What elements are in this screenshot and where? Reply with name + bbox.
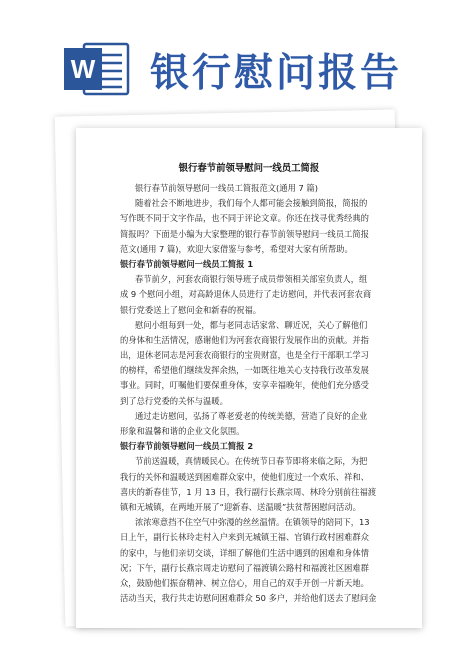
paragraph-line: 写作既不同于文字作品，也不同于评论文章。你还在找寻优秀经典的	[120, 213, 369, 224]
paragraph-line: 我行的关怀和温暖送到困难群众家中，使他们度过一个欢乐、祥和、	[120, 471, 369, 482]
paragraph-line: 事业。同时，叮嘱他们要保重身体，安享幸福晚年，使他们充分感受	[120, 380, 369, 391]
paragraph-line: 到了总行党委的关怀与温暖。	[120, 395, 228, 406]
paragraph-line: 慰问小组每到一处，都与老同志话家常、聊近况，关心了解他们	[135, 319, 368, 330]
banner-title: 银行慰问报告	[150, 51, 403, 96]
section-heading: 银行春节前领导慰问一线员工简报 1	[120, 258, 254, 269]
paragraph-line: 银行春节前领导慰问一线员工简报范文(通用 7 篇)	[135, 183, 318, 193]
paragraph-line: 喜庆的新春佳节，1 月 13 日，我行副行长燕宗周、林玲分别前往福渡	[120, 486, 377, 497]
paragraph-line: 日上午，副行长林玲走村入户来到无城镇王福、官镇行政村困难群众	[120, 532, 369, 543]
word-document-icon	[62, 38, 132, 100]
paragraph-line: 通过走访慰问，弘扬了尊老爱老的传统美德，营造了良好的企业	[135, 410, 368, 421]
paragraph-line: 况；下午，副行长燕宗周走访慰问了福渡镇公路村和福渡社区困难群	[120, 562, 369, 573]
paragraph-line: 范文(通用 7 篇)，欢迎大家借鉴与参考，希望对大家有所帮助。	[120, 243, 353, 254]
paragraph-line: 的家中，与他们亲切交谈，详细了解他们生活中遇到的困难和身体情	[120, 547, 369, 558]
paragraph-line: 春节前夕，河套农商银行领导班子成员带领相关部室负责人，组	[135, 274, 368, 285]
section-heading: 银行春节前领导慰问一线员工简报 2	[120, 441, 254, 452]
document-title: 银行春节前领导慰问一线员工简报	[178, 163, 320, 174]
document-body	[120, 181, 408, 606]
paragraph-line: 成 9 个慰问小组，对高龄退休人员进行了走访慰问，并代表河套农商	[120, 289, 372, 300]
paragraph-line: 出，退休老同志是河套农商银行的宝贵财富，也是全行干部职工学习	[120, 350, 369, 361]
banner	[0, 0, 474, 120]
paragraph-line: 众，鼓励他们振奋精神、树立信心，用自己的双手开创一片新天地。	[120, 577, 369, 588]
paragraph-line: 简报吗？下面是小编为大家整理的银行春节前领导慰问一线员工简报	[120, 228, 369, 239]
paragraph-line: 随着社会不断地进步，我们每个人都可能会接触到简报，简报的	[135, 198, 368, 209]
svg-text:W: W	[70, 54, 96, 84]
paragraph-line: 形象和温馨和谐的企业文化氛围。	[120, 426, 245, 436]
paragraph-line: 的身体和生活情况，感谢他们为河套农商银行发展作出的贡献。并指	[120, 334, 369, 345]
paragraph-line: 的榜样，希望他们继续发挥余热，一如既往地关心支持我行改革发展	[120, 365, 369, 376]
paragraph-line: 浓浓寒意挡不住空气中弥漫的丝丝温情。在镇领导的陪同下，13	[135, 517, 370, 528]
paragraph-line: 银行党委送上了慰问金和新春的祝福。	[120, 304, 262, 315]
document-page	[76, 128, 422, 628]
paragraph-line: 镇和无城镇，在两地开展了“迎新春、送温暖”扶贫帮困慰问活动。	[120, 501, 361, 512]
paragraph-line: 活动当天，我行共走访慰问困难群众 50 多户，并给他们送去了慰问金	[120, 593, 377, 604]
paragraph-line: 节前送温暖，真情暖民心。在传统节日春节即将来临之际，为把	[135, 456, 368, 467]
